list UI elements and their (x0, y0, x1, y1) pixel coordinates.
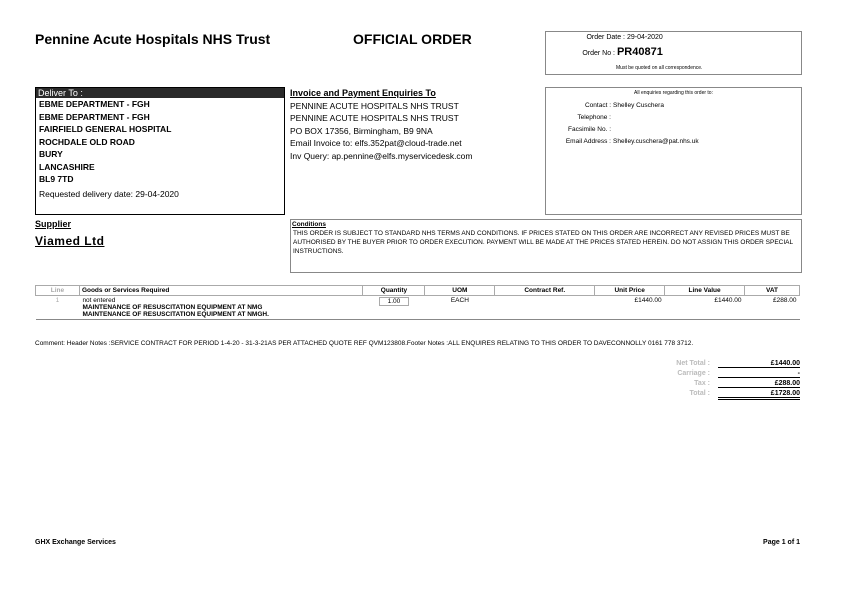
order-no-label: Order No : (582, 50, 615, 57)
supplier-label: Supplier (35, 219, 72, 229)
organisation-name: Pennine Acute Hospitals NHS Trust (35, 31, 271, 47)
address-line: BURY (39, 149, 63, 159)
supplier-name: Viamed Ltd (35, 234, 105, 248)
conditions-box (290, 219, 802, 273)
conditions-heading: Conditions (292, 221, 326, 228)
order-date-label: Order Date : (586, 34, 625, 41)
order-lines-table (35, 285, 800, 320)
item-desc-line: MAINTENANCE OF RESUSCITATION EQUIPMENT AT NMGH. (82, 311, 269, 318)
address-line: LANCASHIRE (39, 161, 95, 172)
fax-label: Facsimile No. : (568, 126, 611, 133)
address-line: BL9 7TD (39, 174, 74, 184)
net-total: £1440.00 (718, 360, 800, 368)
item-desc-line: MAINTENANCE OF RESUSCITATION EQUIPMENT AT NMG (82, 304, 263, 311)
invoice-line: PENNINE ACUTE HOSPITALS NHS TRUST (290, 100, 459, 111)
document-title: OFFICIAL ORDER (353, 31, 472, 47)
address-line: EBME DEPARTMENT - FGH (39, 99, 150, 109)
footer-provider: GHX Exchange Services (35, 539, 116, 546)
order-number: PR40871 (616, 46, 663, 58)
carriage-label: Carriage : (677, 370, 710, 377)
net-total-label: Net Total : (676, 360, 710, 367)
column-header: Contract Ref. (495, 286, 595, 296)
deliver-address (36, 98, 284, 186)
contact-label: Contact : (584, 102, 611, 109)
email-label: Email Address : (565, 138, 611, 145)
vat-value: £288.00 (773, 297, 797, 304)
deliver-to-box (35, 87, 285, 215)
grand-total-label: Total : (689, 390, 710, 397)
item-description (79, 296, 363, 320)
carriage-value: - (718, 370, 800, 378)
totals-block (600, 360, 800, 400)
invoice-line: PENNINE ACUTE HOSPITALS NHS TRUST (290, 113, 459, 123)
enquiries-note: All enquiries regarding this order to: (634, 90, 713, 96)
tax-label: Tax : (694, 380, 710, 387)
page-number: Page 1 of 1 (763, 539, 800, 546)
line-value: £1440.00 (714, 297, 742, 304)
telephone-label: Telephone : (577, 114, 611, 121)
grand-total: £1728.00 (718, 390, 800, 400)
order-date: 29-04-2020 (626, 34, 663, 41)
table-row (36, 296, 800, 320)
column-header: Line Value (665, 286, 745, 296)
enquiries-box (545, 87, 802, 215)
column-header: Quantity (363, 286, 425, 296)
invoice-query-line: Inv Query: ap.pennine@elfs.myservicedesk.com (290, 150, 473, 161)
email-value: Shelley.cuschera@pat.nhs.uk (613, 138, 699, 145)
contract-ref (495, 296, 595, 320)
item-code: not entered (82, 297, 116, 304)
order-no-note: Must be quoted on all correspondence. (616, 65, 703, 71)
conditions-text: THIS ORDER IS SUBJECT TO STANDARD NHS TERMS AND CONDITIONS. IF PRICES STATED ON THIS ORDER ARE INCORRECT ANY REVISED PRICES MUST BE AUTHORISED BY THE BUYER PRIOR TO ORDER EXECUTION. PAYMENT WILL BE MADE AT THE PRICES STATED HEREIN. DO NOT ASSIGN THIS ORDER SPECIAL INSTRUCTIONS. (293, 230, 793, 255)
quantity: 1.00 (379, 297, 410, 306)
address-line: FAIRFIELD GENERAL HOSPITAL (39, 124, 172, 134)
contact-name: Shelley Cuschera (613, 102, 664, 109)
tax-value: £288.00 (718, 380, 800, 388)
uom: EACH (450, 297, 469, 304)
requested-delivery-date: Requested delivery date: 29-04-2020 (39, 188, 179, 199)
deliver-to-heading: Deliver To : (36, 88, 284, 98)
column-header: Unit Price (595, 286, 665, 296)
address-line: ROCHDALE OLD ROAD (39, 136, 135, 147)
column-header: Line (36, 286, 80, 296)
column-header: UOM (425, 286, 495, 296)
order-info-box (545, 31, 802, 75)
invoice-heading: Invoice and Payment Enquiries To (290, 88, 436, 98)
unit-price: £1440.00 (634, 297, 662, 304)
table-header-row (36, 286, 800, 296)
address-line: EBME DEPARTMENT - FGH (39, 111, 150, 122)
invoice-enquiries (290, 87, 540, 162)
order-comment: Comment: Header Notes :SERVICE CONTRACT FOR PERIOD 1-4-20 - 31-3-21AS PER ATTACHED QUOTE REF QVM123808.Footer Notes :ALL ENQUIRES RELATING TO THIS ORDER TO DAVECONNOLLY 0161 778 3712. (35, 340, 694, 347)
line-number: 1 (55, 297, 60, 304)
invoice-email-line: Email Invoice to: elfs.352pat@cloud-trade.net (290, 138, 462, 148)
column-header: Goods or Services Required (79, 286, 363, 296)
invoice-line: PO BOX 17356, Birmingham, B9 9NA (290, 125, 433, 136)
column-header: VAT (745, 286, 800, 296)
